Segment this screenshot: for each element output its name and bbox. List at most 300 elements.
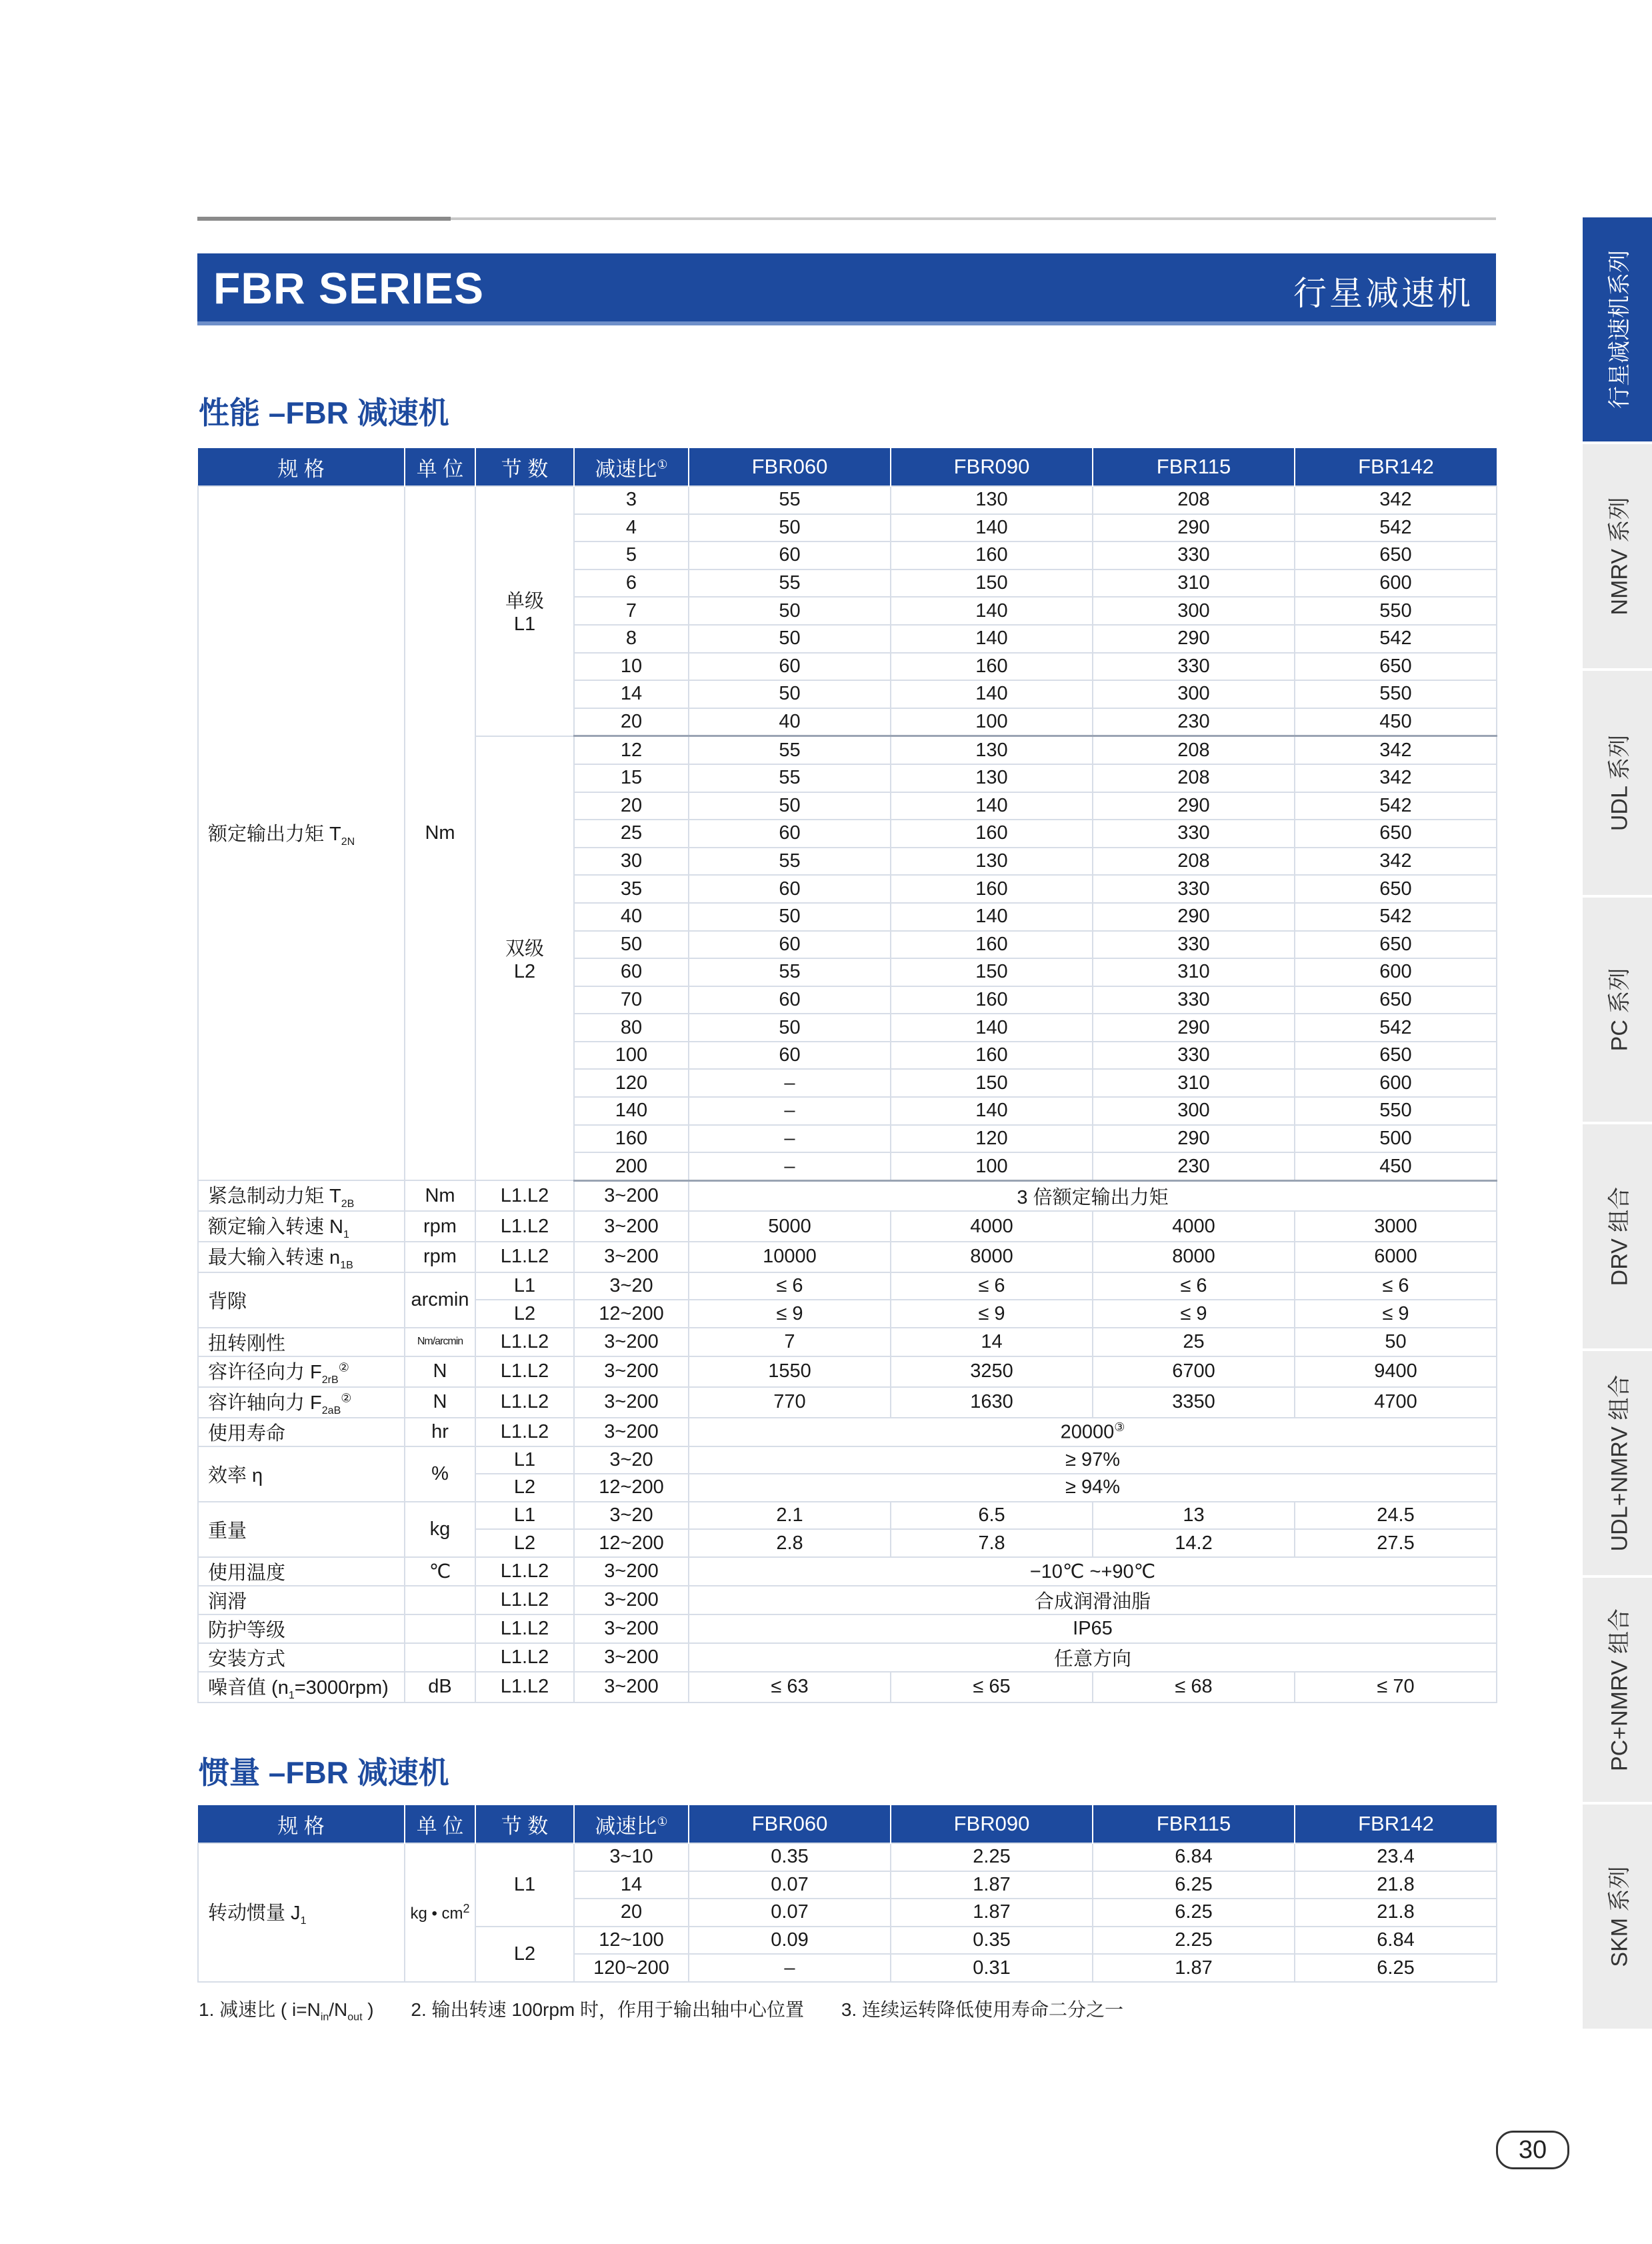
text: 转动惯量 J [208, 1903, 301, 1925]
value-cell: ≤ 9 [689, 1300, 891, 1328]
superscript: ③ [1114, 1420, 1125, 1434]
value-cell: 60 [689, 931, 891, 959]
value-cell: 4700 [1295, 1387, 1497, 1418]
merged-value-cell [689, 1557, 1497, 1586]
text: 双级 [505, 938, 544, 960]
merged-value-cell [689, 1418, 1497, 1446]
value-cell: 160 [891, 820, 1093, 848]
value-cell: 25 [1093, 1328, 1295, 1356]
ratio-cell: 3~200 [574, 1387, 689, 1418]
stage-cell: L1.L2 [475, 1418, 574, 1446]
value-cell: 50 [1295, 1328, 1497, 1356]
value-cell: 0.31 [891, 1954, 1093, 1982]
value-cell: 550 [1295, 1097, 1497, 1125]
value-cell: 55 [689, 486, 891, 514]
value-cell: – [689, 1152, 891, 1180]
ratio-cell: 10 [574, 653, 689, 681]
unit-cell: hr [405, 1418, 475, 1446]
banner-shadow [197, 321, 1496, 325]
col-header-unit: 单 位 [405, 448, 475, 486]
ratio-cell: 12~200 [574, 1529, 689, 1557]
value-cell: 60 [689, 875, 891, 903]
ratio-cell: 20 [574, 708, 689, 736]
value-cell: 160 [891, 931, 1093, 959]
series-title: FBR SERIES [213, 263, 485, 313]
value-cell: 6.84 [1295, 1927, 1497, 1955]
col-header-model: FBR090 [891, 448, 1093, 486]
value-cell: 1.87 [891, 1871, 1093, 1899]
value-cell: 50 [689, 792, 891, 820]
value-cell: 40 [689, 708, 891, 736]
sidebar-tab[interactable] [1583, 217, 1652, 444]
value-cell: 542 [1295, 792, 1497, 820]
value-cell: 650 [1295, 1042, 1497, 1070]
value-cell: 8000 [891, 1242, 1093, 1272]
value-cell: 100 [891, 708, 1093, 736]
value-cell: 290 [1093, 514, 1295, 542]
ratio-cell: 3~200 [574, 1614, 689, 1643]
value-cell: 450 [1295, 708, 1497, 736]
value-cell: 330 [1093, 931, 1295, 959]
value-cell: 140 [891, 625, 1093, 653]
value-cell: 330 [1093, 541, 1295, 570]
col-header-model: FBR060 [689, 1805, 891, 1843]
unit-cell: arcmin [405, 1272, 475, 1328]
value-cell: 600 [1295, 958, 1497, 986]
value-cell: ≤ 9 [1295, 1300, 1497, 1328]
row-label [198, 1672, 405, 1703]
value-cell: – [689, 1097, 891, 1125]
value-cell: 650 [1295, 875, 1497, 903]
stage-cell-l2: L2 [475, 1927, 574, 1982]
series-banner [197, 253, 1496, 321]
value-cell: 130 [891, 736, 1093, 764]
sidebar-tab[interactable] [1583, 1805, 1652, 2031]
row-label [198, 1446, 405, 1502]
stage-cell: L1.L2 [475, 1557, 574, 1586]
unit-cell: dB [405, 1672, 475, 1703]
value-cell: 290 [1093, 792, 1295, 820]
value-cell: 160 [891, 541, 1093, 570]
value-cell: 330 [1093, 986, 1295, 1014]
ratio-cell: 3~200 [574, 1180, 689, 1211]
value-cell: 650 [1295, 931, 1497, 959]
unit-cell: rpm [405, 1242, 475, 1272]
stage-cell: L2 [475, 1300, 574, 1328]
value-cell: 140 [891, 792, 1093, 820]
value-cell: 50 [689, 903, 891, 931]
sidebar-tab-label: PC 系列 [1607, 968, 1633, 1052]
value-cell: 50 [689, 597, 891, 625]
subscript: 1B [340, 1259, 353, 1271]
value-cell: 2.8 [689, 1529, 891, 1557]
value-cell: 100 [891, 1152, 1093, 1180]
text: 使用温度 [208, 1562, 286, 1584]
value-cell: 2.25 [1093, 1927, 1295, 1955]
value-cell: 300 [1093, 597, 1295, 625]
table-row-noise [198, 1672, 1497, 1703]
value-cell: 208 [1093, 486, 1295, 514]
ratio-cell: 35 [574, 875, 689, 903]
value-cell: ≤ 9 [1093, 1300, 1295, 1328]
value-cell: 140 [891, 514, 1093, 542]
value-cell: 24.5 [1295, 1502, 1497, 1530]
value-cell: ≤ 68 [1093, 1672, 1295, 1703]
value-cell: 230 [1093, 1152, 1295, 1180]
col-header-stage: 节 数 [475, 448, 574, 486]
ratio-cell: 80 [574, 1014, 689, 1042]
value-cell: 330 [1093, 820, 1295, 848]
value-cell: 550 [1295, 597, 1497, 625]
sidebar-tab-label: NMRV 系列 [1607, 497, 1633, 616]
merged-value-cell [689, 1586, 1497, 1614]
table-row-rated_speed [198, 1211, 1497, 1242]
value-cell: 542 [1295, 514, 1497, 542]
top-rule-accent [197, 217, 451, 221]
superscript: ② [341, 1391, 352, 1405]
value-cell: 542 [1295, 1014, 1497, 1042]
value-cell: 6.84 [1093, 1843, 1295, 1871]
ratio-cell: 12~100 [574, 1927, 689, 1955]
value-cell: 160 [891, 875, 1093, 903]
text: 3 倍额定输出力矩 [1017, 1186, 1169, 1208]
ratio-cell: 3~200 [574, 1328, 689, 1356]
value-cell: 3000 [1295, 1211, 1497, 1242]
value-cell: 342 [1295, 736, 1497, 764]
value-cell: 160 [891, 1042, 1093, 1070]
text: 容许径向力 F [208, 1361, 322, 1383]
value-cell: 160 [891, 653, 1093, 681]
stage-cell: L1.L2 [475, 1328, 574, 1356]
value-cell: 55 [689, 736, 891, 764]
text: 重量 [208, 1520, 247, 1542]
value-cell: 140 [891, 903, 1093, 931]
value-cell: 55 [689, 848, 891, 876]
ratio-cell: 20 [574, 1899, 689, 1927]
table-row-backlash [198, 1272, 1497, 1300]
text: IP65 [1073, 1617, 1113, 1639]
unit-cell [405, 1843, 475, 1982]
value-cell: 542 [1295, 625, 1497, 653]
text: L2 [513, 961, 536, 983]
text: 20000 [1060, 1421, 1115, 1443]
value-cell: 13 [1093, 1502, 1295, 1530]
value-cell: 5000 [689, 1211, 891, 1242]
stage-cell: L1.L2 [475, 1211, 574, 1242]
value-cell: 6.5 [891, 1502, 1093, 1530]
value-cell: 23.4 [1295, 1843, 1497, 1871]
text: 单级 [505, 591, 544, 613]
text: 额定输入转速 N [208, 1216, 344, 1238]
ratio-cell: 12 [574, 736, 689, 764]
table-row-radial [198, 1356, 1497, 1387]
value-cell: 6.25 [1093, 1871, 1295, 1899]
col-header-model: FBR090 [891, 1805, 1093, 1843]
unit-cell: rpm [405, 1211, 475, 1242]
sidebar-tab-label: 行星减速机系列 [1607, 250, 1633, 409]
value-cell: 7 [689, 1328, 891, 1356]
value-cell: 6700 [1093, 1356, 1295, 1387]
value-cell: ≤ 65 [891, 1672, 1093, 1703]
value-cell: 140 [891, 1097, 1093, 1125]
ratio-cell: 3~200 [574, 1211, 689, 1242]
ratio-cell: 3~20 [574, 1272, 689, 1300]
value-cell: 120 [891, 1125, 1093, 1153]
row-label [198, 1211, 405, 1242]
col-header-model: FBR060 [689, 448, 891, 486]
sidebar-tab[interactable] [1583, 1351, 1652, 1578]
col-header-unit: 单 位 [405, 1805, 475, 1843]
ratio-cell: 14 [574, 1871, 689, 1899]
superscript: ② [338, 1360, 349, 1374]
page-number: 30 [1496, 2131, 1569, 2169]
value-cell: 330 [1093, 653, 1295, 681]
sidebar-tab[interactable] [1583, 1124, 1652, 1351]
sidebar-tab-label: PC+NMRV 组合 [1607, 1608, 1633, 1772]
value-cell: 650 [1295, 541, 1497, 570]
value-cell: 60 [689, 1042, 891, 1070]
footnotes [199, 1995, 1155, 2024]
col-header-stage: 节 数 [475, 1805, 574, 1843]
sidebar-tab[interactable] [1583, 444, 1652, 671]
table-row-emergency [198, 1180, 1497, 1211]
sidebar-tab[interactable] [1583, 898, 1652, 1124]
unit-cell [405, 1614, 475, 1643]
col-header-spec: 规 格 [198, 448, 405, 486]
table-row-axial [198, 1387, 1497, 1418]
text: 背隙 [208, 1290, 247, 1312]
table-row-weight [198, 1502, 1497, 1530]
table-row-efficiency [198, 1446, 1497, 1474]
value-cell: 55 [689, 570, 891, 598]
value-cell: 310 [1093, 570, 1295, 598]
ratio-cell: 200 [574, 1152, 689, 1180]
value-cell: 130 [891, 848, 1093, 876]
merged-value-cell [689, 1643, 1497, 1672]
stage-cell: L1 [475, 1272, 574, 1300]
value-cell: 770 [689, 1387, 891, 1418]
value-cell: 9400 [1295, 1356, 1497, 1387]
value-cell: 650 [1295, 986, 1497, 1014]
ratio-cell: 3~200 [574, 1242, 689, 1272]
text: 额定输出力矩 T [208, 823, 341, 845]
stage-cell: L2 [475, 1474, 574, 1502]
merged-value-cell [689, 1180, 1497, 1211]
ratio-cell: 50 [574, 931, 689, 959]
ratio-cell: 3~200 [574, 1356, 689, 1387]
value-cell: ≤ 6 [891, 1272, 1093, 1300]
col-header-model: FBR142 [1295, 448, 1497, 486]
stage-cell-l1 [475, 486, 574, 736]
row-label [198, 1557, 405, 1586]
text: 噪音值 (n [208, 1676, 289, 1699]
value-cell: 2.25 [891, 1843, 1093, 1871]
ratio-cell: 4 [574, 514, 689, 542]
unit-cell: kg [405, 1502, 475, 1557]
value-cell: 14 [891, 1328, 1093, 1356]
sidebar-tab-label: SKM 系列 [1607, 1866, 1633, 1967]
table-row-max_speed [198, 1242, 1497, 1272]
ratio-cell: 3~20 [574, 1502, 689, 1530]
stage-cell-l1: L1 [475, 1843, 574, 1927]
stage-cell-l2 [475, 736, 574, 1181]
value-cell: – [689, 1954, 891, 1982]
col-header-ratio: 减速比① [574, 1805, 689, 1843]
text: 润滑 [208, 1590, 247, 1612]
value-cell: 150 [891, 1069, 1093, 1097]
value-cell: – [689, 1069, 891, 1097]
stage-cell: L1.L2 [475, 1180, 574, 1211]
value-cell: ≤ 70 [1295, 1672, 1497, 1703]
value-cell: 130 [891, 486, 1093, 514]
table-row-mounting [198, 1643, 1497, 1672]
value-cell: 300 [1093, 1097, 1295, 1125]
subscript: 2B [341, 1198, 355, 1210]
value-cell: 21.8 [1295, 1871, 1497, 1899]
value-cell: 342 [1295, 486, 1497, 514]
row-label-torque [198, 486, 405, 1180]
sidebar-tab[interactable] [1583, 1578, 1652, 1805]
ratio-cell: 120 [574, 1069, 689, 1097]
footnote-2: 2. 输出转速 100rpm 时，作用于输出轴中心位置 [411, 1999, 805, 2020]
value-cell: 140 [891, 680, 1093, 708]
value-cell: 1550 [689, 1356, 891, 1387]
text: 紧急制动力矩 T [208, 1186, 341, 1208]
ratio-cell: 160 [574, 1125, 689, 1153]
unit-cell [405, 1643, 475, 1672]
unit-cell: N [405, 1387, 475, 1418]
value-cell: 0.07 [689, 1899, 891, 1927]
ratio-cell: 14 [574, 680, 689, 708]
value-cell: 150 [891, 958, 1093, 986]
value-cell: 3350 [1093, 1387, 1295, 1418]
text: L1 [513, 614, 536, 636]
inertia-table [197, 1805, 1497, 1983]
value-cell: 1.87 [1093, 1954, 1295, 1982]
value-cell: ≤ 63 [689, 1672, 891, 1703]
row-label [198, 1586, 405, 1614]
ratio-cell: 40 [574, 903, 689, 931]
unit-cell: Nm/arcmin [405, 1328, 475, 1356]
value-cell: ≤ 6 [689, 1272, 891, 1300]
value-cell: 50 [689, 680, 891, 708]
col-header-spec: 规 格 [198, 1805, 405, 1843]
value-cell: 342 [1295, 764, 1497, 792]
stage-cell: L1.L2 [475, 1614, 574, 1643]
performance-table [197, 448, 1497, 1703]
value-cell: 6.25 [1295, 1954, 1497, 1982]
value-cell: 55 [689, 764, 891, 792]
text: 合成润滑油脂 [1034, 1590, 1151, 1612]
table-row-rigidity [198, 1328, 1497, 1356]
value-cell: 60 [689, 820, 891, 848]
row-label [198, 1180, 405, 1211]
subscript: 1 [343, 1228, 349, 1240]
value-cell: 55 [689, 958, 891, 986]
row-label [198, 1418, 405, 1446]
ratio-cell: 3~200 [574, 1418, 689, 1446]
value-cell: 140 [891, 597, 1093, 625]
value-cell: 50 [689, 625, 891, 653]
value-cell: 4000 [891, 1211, 1093, 1242]
value-cell: 140 [891, 1014, 1093, 1042]
merged-value-cell: ≥ 97% [689, 1446, 1497, 1474]
superscript: 2 [463, 1901, 470, 1915]
subscript: 2aB [321, 1404, 341, 1416]
table-row [198, 486, 1497, 514]
stage-cell: L1.L2 [475, 1672, 574, 1703]
table-row-life [198, 1418, 1497, 1446]
value-cell: 650 [1295, 820, 1497, 848]
sidebar-tab[interactable] [1583, 671, 1652, 898]
unit-cell: ℃ [405, 1557, 475, 1586]
value-cell: 0.35 [689, 1843, 891, 1871]
ratio-cell: 100 [574, 1042, 689, 1070]
value-cell: 50 [689, 1014, 891, 1042]
row-label [198, 1387, 405, 1418]
row-label [198, 1356, 405, 1387]
value-cell: 208 [1093, 764, 1295, 792]
text: 扭转刚性 [208, 1332, 286, 1354]
footnote-1: 1. 减速比 ( $i=N_{in}/N_{out}$ ) [199, 1999, 374, 2023]
text: 任意方向 [1053, 1648, 1131, 1670]
value-cell: 600 [1295, 570, 1497, 598]
col-header-model: FBR115 [1093, 448, 1295, 486]
value-cell: 290 [1093, 625, 1295, 653]
unit-cell: % [405, 1446, 475, 1502]
value-cell: 8000 [1093, 1242, 1295, 1272]
ratio-cell: 25 [574, 820, 689, 848]
sidebar-tab-label: UDL 系列 [1607, 734, 1633, 832]
value-cell: 1.87 [891, 1899, 1093, 1927]
sidebar-tab-label: DRV 组合 [1607, 1186, 1633, 1286]
row-label [198, 1643, 405, 1672]
ratio-cell: 20 [574, 792, 689, 820]
text: 容许轴向力 F [208, 1392, 322, 1414]
table-row [198, 1843, 1497, 1871]
value-cell: 550 [1295, 680, 1497, 708]
stage-cell: L1.L2 [475, 1586, 574, 1614]
ratio-cell: 30 [574, 848, 689, 876]
table-row-protection [198, 1614, 1497, 1643]
text: −10℃ ~+90℃ [1029, 1560, 1156, 1582]
value-cell: 2.1 [689, 1502, 891, 1530]
text: 使用寿命 [208, 1422, 286, 1444]
ratio-cell: 3~200 [574, 1557, 689, 1586]
value-cell: 310 [1093, 958, 1295, 986]
ratio-cell: 140 [574, 1097, 689, 1125]
value-cell: 21.8 [1295, 1899, 1497, 1927]
row-label [198, 1328, 405, 1356]
ratio-cell: 15 [574, 764, 689, 792]
ratio-cell: 60 [574, 958, 689, 986]
row-label [198, 1502, 405, 1557]
subscript: 1 [300, 1915, 307, 1927]
performance-section-title: 性能 –FBR 减速机 [199, 395, 449, 430]
unit-cell [405, 1586, 475, 1614]
text: 最大输入转速 n [208, 1246, 341, 1268]
value-cell: 50 [689, 514, 891, 542]
stage-cell: L1 [475, 1446, 574, 1474]
value-cell: 130 [891, 764, 1093, 792]
merged-value-cell: ≥ 94% [689, 1474, 1497, 1502]
text: 效率 η [208, 1464, 263, 1486]
value-cell: 330 [1093, 875, 1295, 903]
subscript: 2N [341, 836, 355, 848]
text: kg • cm [410, 1904, 463, 1923]
value-cell: 208 [1093, 736, 1295, 764]
ratio-cell: 3~10 [574, 1843, 689, 1871]
